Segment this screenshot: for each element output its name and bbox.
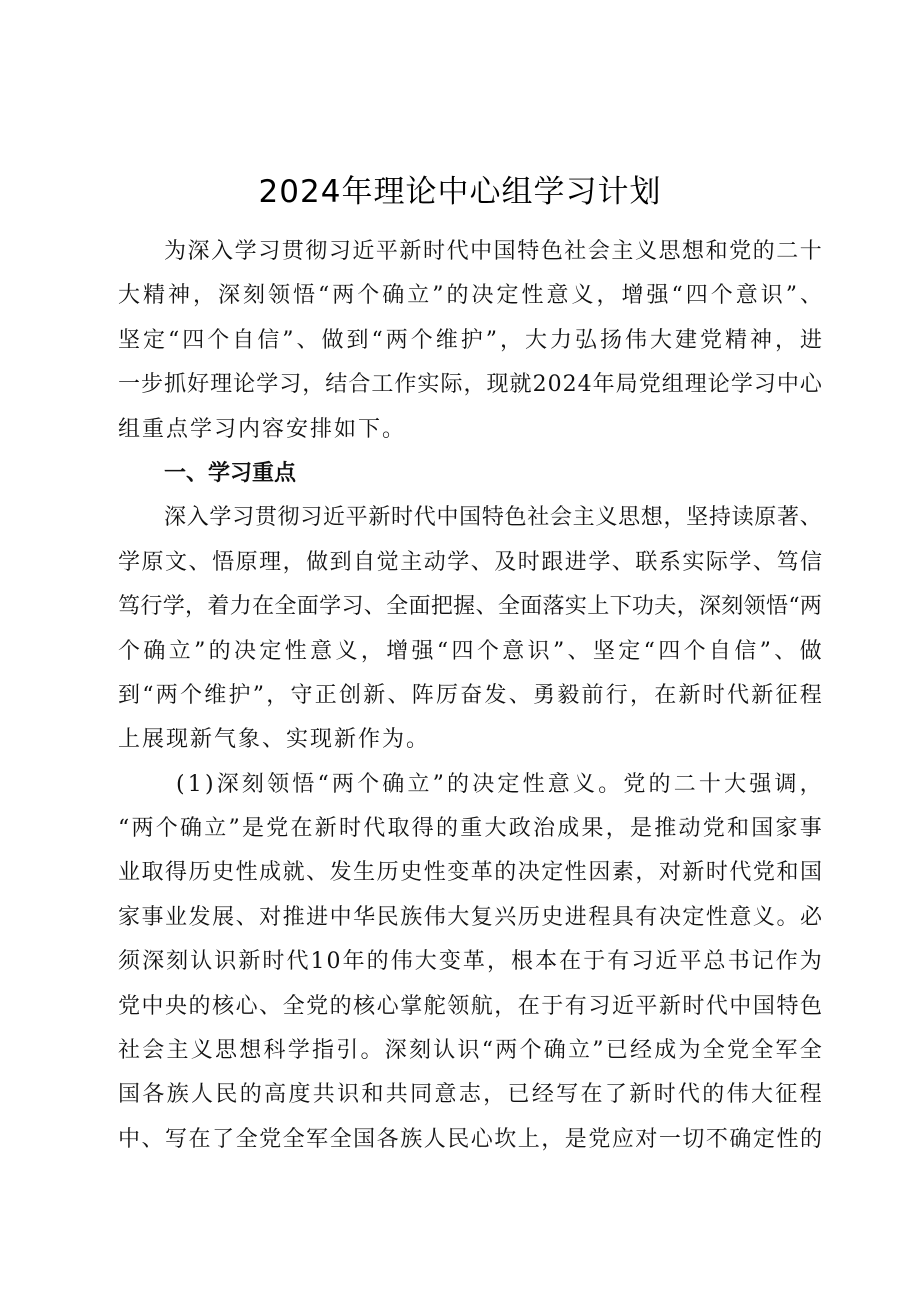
intro-line-2: 大 精 神 ， 深 刻 领 悟 “ 两 个 确 立 ” 的 决 定 性 意 义 ， 增 强 “ 四 个 意 识 ” 、 [118,283,822,309]
item-line-8: 国 各 族 人 民 的 高 度 共 识 和 共 同 意 志 ， 已 经 写 在 了 新 时 代 的 伟 大 征 程 [118,1082,822,1108]
intro-line-5: 组重点学习内容安排如下。 [118,416,407,442]
item-line-3: 业 取 得 历 史 性 成 就 、 发 生 历 史 性 变 革 的 决 定 性 因 素 ， 对 新 时 代 党 和 国 [118,860,822,886]
document-body [118,230,822,1162]
intro-line-4: 一 步 抓 好 理 论 学 习 ， 结 合 工 作 实 际 ， 现 就 2 0 2 4 年 局 党 组 理 论 学 习 中 心 [118,372,822,398]
item-line-2: “ 两 个 确 立 ” 是 党 在 新 时 代 取 得 的 重 大 政 治 成 果 ， 是 推 动 党 和 国 家 事 [118,816,822,842]
intro-line-3: 坚 定 “ 四 个 自 信 ” 、 做 到 “ 两 个 维 护 ” ， 大 力 弘 扬 伟 大 建 党 精 神 ， 进 [118,327,822,353]
item-line-1: ( 1 ) 深 刻 领 悟 “ 两 个 确 立 ” 的 决 定 性 意 义 。 党 的 二 十 大 强 调 ， [176,771,822,797]
item-line-9: 中 、 写 在 了 全 党 全 军 全 国 各 族 人 民 心 坎 上 ， 是 党 应 对 一 切 不 确 定 性 的 [118,1126,822,1152]
section-line-4: 个 确 立 ” 的 决 定 性 意 义 ， 增 强 “ 四 个 意 识 ” 、 坚 定 “ 四 个 自 信 ” 、 做 [118,638,822,664]
section-line-5: 到 “ 两 个 维 护 ” ， 守 正 创 新 、 阵 厉 奋 发 、 勇 毅 前 行 ， 在 新 时 代 新 征 程 [118,682,822,708]
section-line-6: 上展现新气象、实现新作为。 [118,727,431,753]
item-line-7: 社 会 主 义 思 想 科 学 指 引 。 深 刻 认 识 “ 两 个 确 立 ” 已 经 成 为 全 党 全 军 全 [118,1038,822,1064]
intro-line-1: 为 深 入 学 习 贯 彻 习 近 平 新 时 代 中 国 特 色 社 会 主 义 思 想 和 党 的 二 十 [164,239,822,264]
section-line-1: 深 入 学 习 贯 彻 习 近 平 新 时 代 中 国 特 色 社 会 主 义 思 想 ， 坚 持 读 原 著 、 [164,505,822,531]
item-line-5: 须 深 刻 认 识 新 时 代 1 0 年 的 伟 大 变 革 ， 根 本 在 于 有 习 近 平 总 书 记 作 为 [118,949,822,975]
section-line-3: 笃 行 学 ， 着 力 在 全 面 学 习 、 全 面 把 握 、 全 面 落 实 上 下 功 夫 ， 深 刻 领 悟 “ 两 [118,594,822,620]
section-line-2: 学 原 文 、 悟 原 理 ， 做 到 自 觉 主 动 学 、 及 时 跟 进 学 、 联 系 实 际 学 、 笃 信 [118,549,822,575]
item-line-6: 党 中 央 的 核 心 、 全 党 的 核 心 掌 舵 领 航 ， 在 于 有 习 近 平 新 时 代 中 国 特 色 [118,993,822,1019]
section-heading: 一、学习重点 [164,460,297,486]
document-title: 2024年理论中心组学习计划 [258,174,662,210]
item-line-4: 家 事 业 发 展 、 对 推 进 中 华 民 族 伟 大 复 兴 历 史 进 程 具 有 决 定 性 意 义 。 必 [118,904,822,930]
